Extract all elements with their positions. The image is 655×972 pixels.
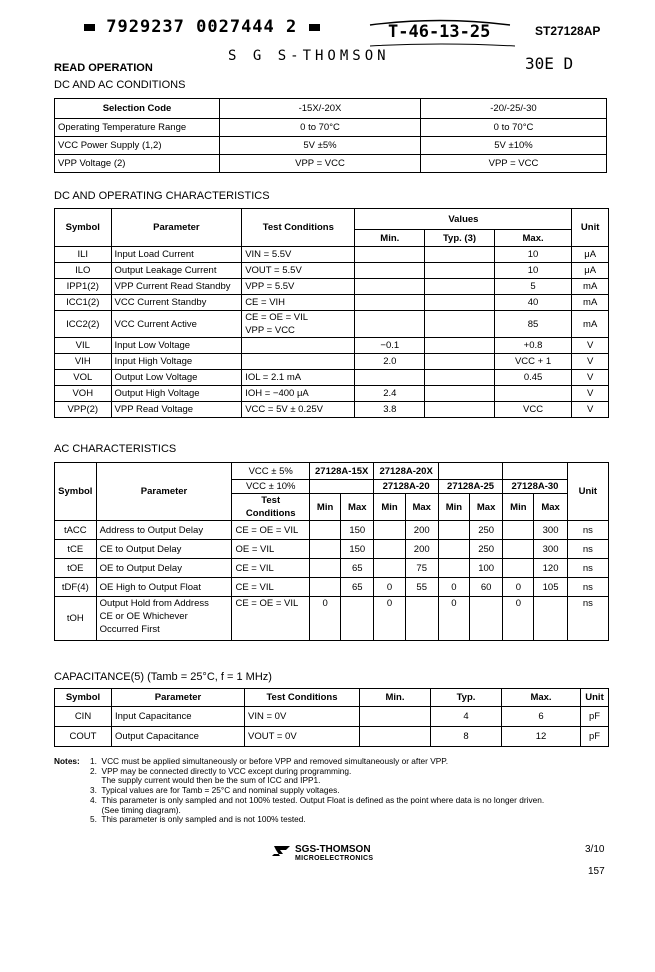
cell: VOUT = 0V <box>245 727 360 747</box>
max-cell: +0.8 <box>494 338 572 354</box>
min-cell: −0.1 <box>355 338 425 354</box>
parameter-line: Occurred First <box>99 624 160 635</box>
parameter-cell: Address to Output Delay <box>96 521 232 540</box>
parameter-cell: VCC Current Active <box>111 311 242 338</box>
symbol-cell: ICC2(2) <box>55 311 112 338</box>
col-27128a-30: 27128A-30 <box>503 480 567 494</box>
col-max: Max <box>470 494 503 521</box>
vcc-5-label: VCC ± 5% <box>232 463 310 480</box>
min-cell <box>355 370 425 386</box>
symbol-cell: tACC <box>55 521 97 540</box>
min-cell: 0 <box>374 578 405 597</box>
parameter-cell: Output High Voltage <box>111 386 242 402</box>
table-row <box>55 119 607 137</box>
cell: 8 <box>431 727 502 747</box>
col-values: Values <box>355 209 572 230</box>
max-cell: 200 <box>405 521 438 540</box>
unit-cell: V <box>572 354 609 370</box>
doc-code-center-text: T-46-13-25 <box>388 22 491 42</box>
cell: VPP = VCC <box>421 155 607 173</box>
typ-cell <box>425 354 495 370</box>
cell: Output Capacitance <box>112 727 245 747</box>
cell: VPP = VCC <box>220 155 421 173</box>
parameter-line: CE or OE Whichever <box>99 611 188 622</box>
max-cell: 250 <box>470 521 503 540</box>
conditions-table <box>54 98 607 173</box>
st-logo-icon <box>272 844 292 858</box>
min-cell <box>503 540 534 559</box>
cell: Input Capacitance <box>112 707 245 727</box>
typ-cell <box>425 386 495 402</box>
max-cell: 120 <box>534 559 567 578</box>
min-cell: 2.0 <box>355 354 425 370</box>
table-row <box>55 295 609 311</box>
unit-cell: V <box>572 370 609 386</box>
col-parameter: Parameter <box>96 463 232 521</box>
min-cell <box>374 521 405 540</box>
typ-cell <box>425 263 495 279</box>
test-cell: CE = VIL <box>232 559 310 578</box>
parameter-cell: Output Low Voltage <box>111 370 242 386</box>
min-cell <box>374 540 405 559</box>
test-cell <box>242 338 355 354</box>
table-row <box>55 521 609 540</box>
max-cell: 5 <box>494 279 572 295</box>
symbol-cell: ICC1(2) <box>55 295 112 311</box>
typ-cell <box>425 338 495 354</box>
max-cell: 65 <box>341 578 374 597</box>
cell: VCC Power Supply (1,2) <box>55 137 220 155</box>
cell: pF <box>581 727 609 747</box>
cell: 0 to 70°C <box>220 119 421 137</box>
note-item: 3. Typical values are for Tamb = 25°C and nominal supply voltages. <box>90 785 340 796</box>
note-item: 2. VPP may be connected directly to VCC except during programming. <box>90 765 352 776</box>
unit-cell: μA <box>572 247 609 263</box>
unit-cell: ns <box>567 521 608 540</box>
min-cell <box>438 559 469 578</box>
unit-cell: mA <box>572 295 609 311</box>
symbol-cell: tCE <box>55 540 97 559</box>
handwritten-underline <box>360 16 520 48</box>
doc-code-right: 30E D <box>525 54 574 73</box>
cell: 4 <box>431 707 502 727</box>
test-cell <box>242 311 355 338</box>
min-cell: 0 <box>438 578 469 597</box>
ac-characteristics-table <box>54 462 609 641</box>
parameter-cell: Input Low Voltage <box>111 338 242 354</box>
col-test-conditions: Test Conditions <box>242 209 355 247</box>
col-min: Min <box>309 494 340 521</box>
symbol-cell: VIL <box>55 338 112 354</box>
table-row <box>55 338 609 354</box>
max-cell: 250 <box>470 540 503 559</box>
symbol-cell: VPP(2) <box>55 402 112 418</box>
dc-characteristics-table <box>54 208 609 418</box>
col-15x-20x: -15X/-20X <box>220 99 421 119</box>
cell <box>360 727 431 747</box>
unit-cell: ns <box>567 559 608 578</box>
vcc-10-label: VCC ± 10% <box>232 480 310 494</box>
col-max: Max <box>341 494 374 521</box>
table-row <box>55 279 609 295</box>
min-cell <box>355 263 425 279</box>
read-operation-title: READ OPERATION <box>54 62 153 74</box>
test-cell: CE = OE = VIL <box>232 521 310 540</box>
cell: CIN <box>55 707 112 727</box>
cell: VPP Voltage (2) <box>55 155 220 173</box>
test-cell: IOH = −400 μA <box>242 386 355 402</box>
symbol-cell: ILO <box>55 263 112 279</box>
col-min: Min. <box>360 689 431 707</box>
doc-code-left-text: 7929237 0027444 2 <box>106 17 298 37</box>
part-number: ST27128AP <box>535 24 601 38</box>
max-cell: 100 <box>470 559 503 578</box>
test-cell: OE = VIL <box>232 540 310 559</box>
symbol-cell: VIH <box>55 354 112 370</box>
max-cell: 0.45 <box>494 370 572 386</box>
min-cell <box>309 540 340 559</box>
col-symbol: Symbol <box>55 689 112 707</box>
max-cell: VCC + 1 <box>494 354 572 370</box>
col-27128a-15x: 27128A-15X <box>309 463 373 480</box>
unit-cell: V <box>572 402 609 418</box>
brand-name: SGS-THOMSON <box>295 844 371 855</box>
parameter-cell: OE to Output Delay <box>96 559 232 578</box>
table-row <box>55 370 609 386</box>
unit-cell: ns <box>567 578 608 597</box>
page-of: 3/10 <box>585 844 605 855</box>
maker-stamp: S G S-THOMSON <box>228 48 390 64</box>
col-min: Min. <box>355 230 425 247</box>
test-cell: CE = VIH <box>242 295 355 311</box>
typ-cell <box>425 311 495 338</box>
min-cell <box>309 578 340 597</box>
col-typ: Typ. <box>431 689 502 707</box>
note-item: (See timing diagram). <box>90 804 181 815</box>
parameter-cell: VCC Current Standby <box>111 295 242 311</box>
min-cell <box>355 295 425 311</box>
test-cell: VIN = 5.5V <box>242 247 355 263</box>
col-max: Max <box>534 494 567 521</box>
unit-cell: ns <box>567 540 608 559</box>
table-row <box>55 137 607 155</box>
min-cell: 0 <box>309 597 340 641</box>
test-cell: CE = VIL <box>232 578 310 597</box>
cell: Operating Temperature Range <box>55 119 220 137</box>
table-row <box>55 540 609 559</box>
col-symbol: Symbol <box>55 463 97 521</box>
max-cell: 150 <box>341 521 374 540</box>
col-min: Min <box>503 494 534 521</box>
parameter-cell: VPP Current Read Standby <box>111 279 242 295</box>
col-max: Max <box>405 494 438 521</box>
parameter-cell: Output Leakage Current <box>111 263 242 279</box>
test-cell: IOL = 2.1 mA <box>242 370 355 386</box>
brand-subtitle: MICROELECTRONICS <box>295 855 374 862</box>
parameter-cell: VPP Read Voltage <box>111 402 242 418</box>
max-cell: VCC <box>494 402 572 418</box>
symbol-cell: tOE <box>55 559 97 578</box>
parameter-line: Output Hold from Address <box>99 598 209 609</box>
cell: 5V ±5% <box>220 137 421 155</box>
min-cell <box>438 540 469 559</box>
note-item: The supply current would then be the sum of ICC and IPP1. <box>90 775 321 786</box>
min-cell <box>355 311 425 338</box>
col-parameter: Parameter <box>112 689 245 707</box>
cell: pF <box>581 707 609 727</box>
col-20-25-30: -20/-25/-30 <box>421 99 607 119</box>
min-cell <box>355 279 425 295</box>
typ-cell <box>425 370 495 386</box>
col-27128a-20: 27128A-20 <box>374 480 438 494</box>
note-item: 5. This parameter is only sampled and is not 100% tested. <box>90 814 306 825</box>
cell: COUT <box>55 727 112 747</box>
symbol-cell: tOH <box>55 597 97 641</box>
table-row <box>55 402 609 418</box>
test-cell: VOUT = 5.5V <box>242 263 355 279</box>
table-row <box>55 354 609 370</box>
unit-cell: mA <box>572 311 609 338</box>
max-cell: 105 <box>534 578 567 597</box>
table-row <box>55 263 609 279</box>
min-cell <box>503 521 534 540</box>
col-max: Max. <box>502 689 581 707</box>
symbol-cell: VOH <box>55 386 112 402</box>
table-row <box>55 578 609 597</box>
col-min: Min <box>438 494 469 521</box>
table-row <box>55 155 607 173</box>
test-cell: VPP = 5.5V <box>242 279 355 295</box>
min-cell <box>374 559 405 578</box>
typ-cell <box>425 247 495 263</box>
max-cell: 150 <box>341 540 374 559</box>
max-cell <box>470 597 503 641</box>
test-cell <box>242 354 355 370</box>
table-row <box>55 311 609 338</box>
test-line: VPP = VCC <box>245 325 295 336</box>
min-cell: 2.4 <box>355 386 425 402</box>
dc-characteristics-title: DC AND OPERATING CHARACTERISTICS <box>54 190 270 202</box>
symbol-cell: IPP1(2) <box>55 279 112 295</box>
typ-cell <box>425 279 495 295</box>
max-cell: 65 <box>341 559 374 578</box>
col-27128a-20x: 27128A-20X <box>374 463 438 480</box>
table-row <box>55 559 609 578</box>
cell <box>360 707 431 727</box>
note-item: 4. This parameter is only sampled and not 100% tested. Output Float is defined as the point where data is no longer driven. <box>90 794 545 805</box>
symbol-cell: ILI <box>55 247 112 263</box>
max-cell: 300 <box>534 521 567 540</box>
min-cell: 0 <box>374 597 405 641</box>
cell: VIN = 0V <box>245 707 360 727</box>
notes-label: Notes: <box>54 756 80 766</box>
dc-ac-conditions-title: DC AND AC CONDITIONS <box>54 79 186 91</box>
redaction-mark <box>309 24 320 31</box>
typ-cell <box>425 295 495 311</box>
symbol-cell: VOL <box>55 370 112 386</box>
capacitance-title: CAPACITANCE(5) (Tamb = 25°C, f = 1 MHz) <box>54 671 272 683</box>
max-cell: 10 <box>494 247 572 263</box>
col-unit: Unit <box>581 689 609 707</box>
max-cell <box>534 597 567 641</box>
col-symbol: Symbol <box>55 209 112 247</box>
page-number: 157 <box>588 866 605 877</box>
max-cell <box>405 597 438 641</box>
test-cell: VCC = 5V ± 0.25V <box>242 402 355 418</box>
min-cell <box>355 247 425 263</box>
notes-list <box>90 757 620 825</box>
parameter-cell: Input High Voltage <box>111 354 242 370</box>
doc-code-left <box>84 17 320 37</box>
col-unit: Unit <box>567 463 608 521</box>
table-row <box>55 386 609 402</box>
min-cell: 3.8 <box>355 402 425 418</box>
min-cell <box>438 521 469 540</box>
col-test-conditions: Test Conditions <box>245 689 360 707</box>
col-typ: Typ. (3) <box>425 230 495 247</box>
table-row <box>55 727 609 747</box>
max-cell <box>494 386 572 402</box>
unit-cell: mA <box>572 279 609 295</box>
min-cell: 0 <box>438 597 469 641</box>
col-parameter: Parameter <box>111 209 242 247</box>
max-cell: 55 <box>405 578 438 597</box>
max-cell: 60 <box>470 578 503 597</box>
table-row <box>55 597 609 641</box>
typ-cell <box>425 402 495 418</box>
parameter-cell: CE to Output Delay <box>96 540 232 559</box>
unit-cell: μA <box>572 263 609 279</box>
unit-cell: V <box>572 386 609 402</box>
table-row <box>55 707 609 727</box>
col-27128a-25: 27128A-25 <box>438 480 502 494</box>
cell: 5V ±10% <box>421 137 607 155</box>
redaction-mark <box>84 24 95 31</box>
col-selection-code: Selection Code <box>55 99 220 119</box>
unit-cell: ns <box>567 597 608 641</box>
symbol-cell: tDF(4) <box>55 578 97 597</box>
parameter-cell <box>96 597 232 641</box>
cell: 12 <box>502 727 581 747</box>
min-cell <box>309 559 340 578</box>
col-min: Min <box>374 494 405 521</box>
col-max: Max. <box>494 230 572 247</box>
min-cell <box>503 559 534 578</box>
max-cell: 75 <box>405 559 438 578</box>
max-cell: 10 <box>494 263 572 279</box>
test-line: CE = OE = VIL <box>245 312 309 323</box>
max-cell: 200 <box>405 540 438 559</box>
parameter-cell: OE High to Output Float <box>96 578 232 597</box>
unit-cell: V <box>572 338 609 354</box>
parameter-cell: Input Load Current <box>111 247 242 263</box>
ac-characteristics-title: AC CHARACTERISTICS <box>54 443 177 455</box>
min-cell <box>309 521 340 540</box>
max-cell <box>341 597 374 641</box>
max-cell: 300 <box>534 540 567 559</box>
max-cell: 85 <box>494 311 572 338</box>
cell: 6 <box>502 707 581 727</box>
cell: 0 to 70°C <box>421 119 607 137</box>
test-cell: CE = OE = VIL <box>232 597 310 641</box>
col-unit: Unit <box>572 209 609 247</box>
min-cell: 0 <box>503 578 534 597</box>
note-item: 1. VCC must be applied simultaneously or before VPP and removed simultaneously or after VPP. <box>90 756 449 766</box>
max-cell: 40 <box>494 295 572 311</box>
col-test-conditions: Test Conditions <box>232 494 310 521</box>
table-row <box>55 247 609 263</box>
brand-logo <box>272 844 292 858</box>
capacitance-table <box>54 688 609 747</box>
min-cell: 0 <box>503 597 534 641</box>
